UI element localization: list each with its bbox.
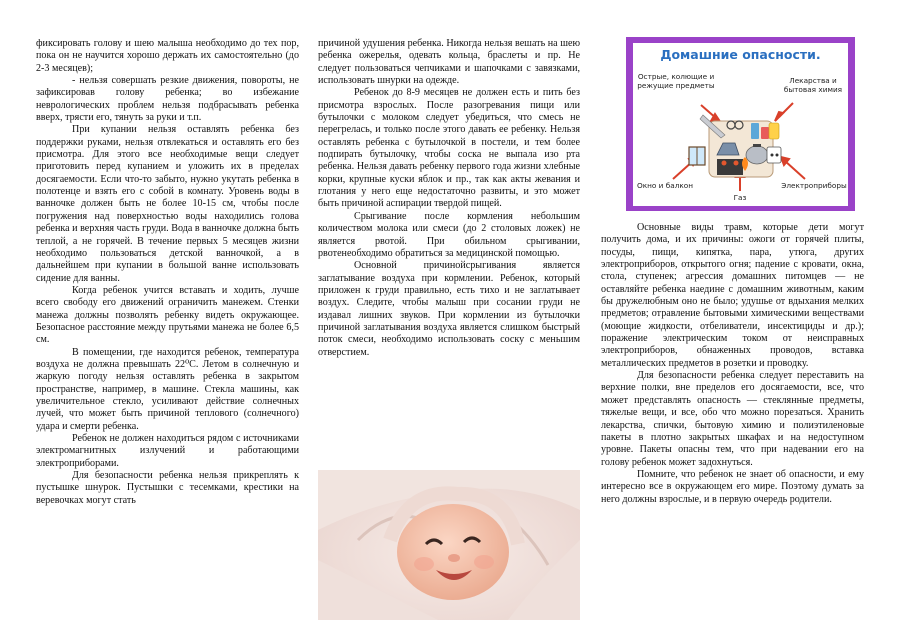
- arrow-electric: [785, 161, 805, 179]
- column2-paragraph-2: Ребенок до 8-9 месяцев не должен есть и пить без присмотра взрослых. После разогревания пищи или бутылочки с молоком следует убедиться, что смесь не перегрелась, и только после этого давать ее ребенку. Нельзя оставлять ребенка с бутылочкой в постели, и тем более подпирать бутылочку, чтобы соска не выпала изо рта ребенка. Нельзя давать ребенку первого года жизни хлебные корки, крупные куски яблок и пр., так как акты жевания и глотания у него еще недостаточно развиты, и это может быть причиной аспирации твердой пищей.: [318, 87, 580, 210]
- column1-paragraph-1: фиксировать голову и шею малыша необходимо до тех пор, пока он не научится хорошо держать их самостоятельно (до 2-3 месяцев);: [36, 38, 299, 74]
- text-column-3: [601, 222, 864, 506]
- arrow-head-medicine: [775, 112, 783, 121]
- column1-paragraph-3: При купании нельзя оставлять ребенка без поддержки руками, нельзя отвлекаться и оставлять его без присмотра. Для этого все необходимые вещи следует приготовить перед купанием и уложить их в пределах досягаемости. Если что-то забыто, нужно укутать ребенка в полотенце и взять его с собой в комнату. Уровень воды в ванночке должен быть не более 10-15 см, чтобы после погружения над поверхностью воды находились голова ребенка и верхняя часть груди. Вода в ванночке должна быть теплой, а не горячей. В течение первых 5 месяцев жизни необходимо пользоваться детской ванночкой, а в дальнейшем при купании в большой ванне использовать сидение для ванны.: [36, 124, 299, 284]
- home-dangers-poster: [626, 37, 855, 211]
- socket-icon: [767, 147, 781, 163]
- column2-paragraph-3: Срыгивание после кормления небольшим количеством молока или смеси (до 2 столовых ложек) не является рвотой. При обильном срыгивании, рвотенеобходимо обратиться за медицинской помощью.: [318, 210, 580, 259]
- column1-paragraph-2: - нельзя совершать резкие движения, повороты, не зафиксировав голову ребенка; во избежание неврологических проблем нельзя подбрасывать ребенка вверх, трясти его, тянуть за руки и т.п.: [36, 75, 299, 124]
- column3-paragraph-2: Для безопасности ребенка следует переставить на верхние полки, вне пределов его досягаемости, все, что может представлять опасность — стеклянные предметы, тяжелые вещи, и все, обо что можно порезаться. Хранить лекарства, спички, бытовую химию и полиэтиленовые пакеты в плотно закрытых шкафах и на недоступном уровне. Пакеты опасны тем, что при надевании его на голову ребенок может задохнуться.: [601, 370, 864, 468]
- baby-photo: [318, 470, 580, 620]
- stove-icon: [717, 159, 743, 175]
- column1-paragraph-5: В помещении, где находится ребенок, температура воздуха не должна превышать 22⁰С. Летом в солнечную и жаркую погоду нельзя оставлять ребенка в закрытом пространстве, например, в машине. Стекла машины, как увеличительное стекло, усиливают действие солнечных лучей, что может быть причиной теплового (солнечного) удара и смерти ребенка.: [36, 346, 299, 432]
- kettle-icon: [746, 146, 768, 164]
- column2-paragraph-4: Основной причинойсрыгивания является заглатывание воздуха при кормлении. Ребенок, который приложен к груди правильно, есть тихо и не заглатывает воздух. Следите, чтобы малыш при сосании груди не издавал лишних звуков. При кормлении из бутылочки причиной заглатывания воздуха является слишком быстрый поток смеси, необходимо использовать соску с меньшим отверстием.: [318, 260, 580, 358]
- baby-face: [397, 504, 509, 600]
- medicine-bottle-icon: [751, 123, 759, 139]
- label-medicine-chemicals: Лекарства и бытовая химия: [783, 76, 843, 94]
- text-column-1: [36, 38, 299, 507]
- poster-title: Домашние опасности.: [660, 47, 821, 62]
- text-column-2: [318, 38, 580, 359]
- column1-paragraph-6: Ребенок не должен находиться рядом с источниками электромагнитных излучений и работающими электроприборами.: [36, 433, 299, 469]
- label-electric-appliances: Электроприборы: [781, 181, 847, 190]
- column1-paragraph-4: Когда ребенок учится вставать и ходить, лучше всего свободу его движений ограничить манежем. Стенки манежа должны позволять ребенку видеть окружающее. Безопасное расстояние между прутьями манежа не более 6,5 см.: [36, 284, 299, 346]
- column3-paragraph-1: Основные виды травм, которые дети могут получить дома, и их причины: ожоги от горячей плиты, посуды, пищи, кипятка, пара, утюга, других электроприборов, открытого огня; падение с кровати, окна, стола, ступенек; агрессия домашних питомцев — не оставляйте ребенка наедине с домашним животным, каким бы дружелюбным оно не было; удушье от вдыхания мелких предметов; отравление бытовыми химическими веществами (моющие жидкости, отбеливатели, инсектициды и др.); поражение электрическим током от неисправных электроприборов, обнаженных проводов, вставка металлических предметов в розетки и проводку.: [601, 222, 864, 369]
- column1-paragraph-7: Для безопасности ребенка нельзя прикреплять к пустышке шнурок. Пустышки с тесемками, крестики на веревочках могут стать: [36, 470, 299, 506]
- label-gas: Газ: [733, 193, 747, 202]
- poster-illustration: [633, 43, 848, 206]
- label-window-balcony: Окно и балкон: [636, 181, 694, 190]
- poster-canvas: [633, 43, 848, 206]
- label-sharp-objects: Острые, колющие и режущие предметы: [637, 72, 715, 90]
- household-items-cluster: [689, 115, 781, 177]
- column3-paragraph-3: Помните, что ребенок не знает об опасности, и ему интересно все в окружающем его мире. Поэтому думать за него должны взрослые, и в первую очередь родители.: [601, 468, 864, 505]
- column2-paragraph-1: причиной удушения ребенка. Никогда нельзя вешать на шею ребенка ожерелья, одевать кольца, браслеты и пр. Не следует пользоваться чепчиками и шапочками с завязками, использовать шнурки на одежде.: [318, 38, 580, 87]
